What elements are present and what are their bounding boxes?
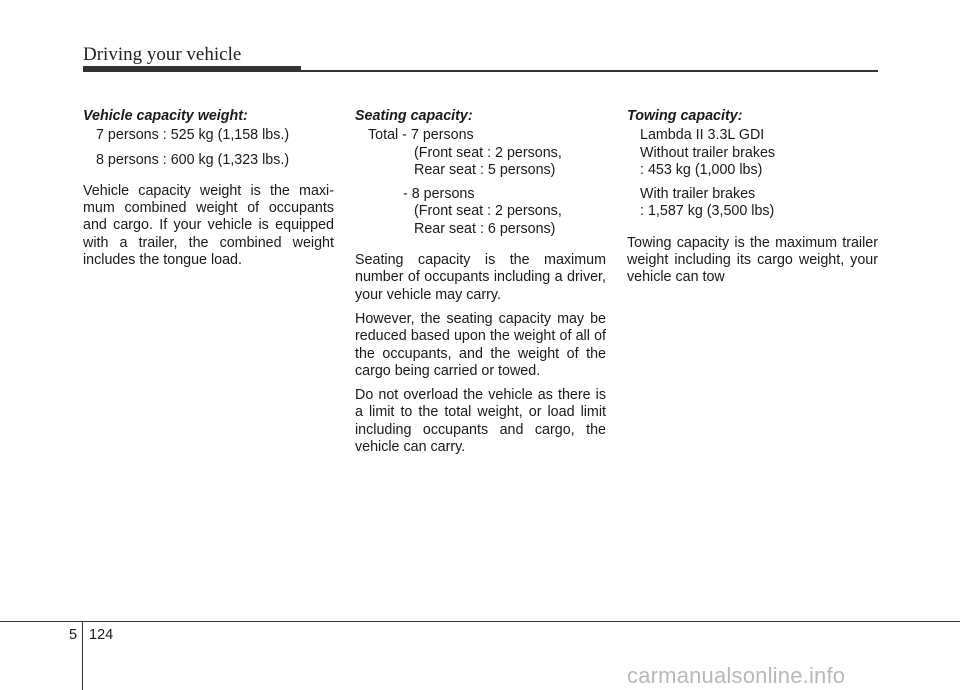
towing-without-brakes-label: Without trailer brakes — [640, 144, 776, 161]
seating-paragraph-1: Seating capacity is the maximum number of occupants including a driver, your vehicle may carry. — [355, 252, 606, 303]
header-rule-thick — [83, 66, 301, 72]
seating-total-rear: Rear seat : 5 persons) — [414, 161, 556, 178]
seating-capacity-heading: Seating capacity: — [355, 108, 473, 124]
watermark-text: carmanualsonline.info — [627, 663, 846, 688]
towing-capacity-heading: Towing capacity: — [627, 108, 743, 124]
seating-dash-line: - 8 persons — [403, 186, 475, 203]
column-vehicle-capacity — [83, 108, 334, 276]
seating-total-front: (Front seat : 2 persons, — [414, 144, 562, 161]
chapter-number: 5 — [69, 627, 78, 643]
page-header-title: Driving your vehicle — [83, 44, 242, 65]
towing-with-brakes-label: With trailer brakes — [640, 186, 756, 203]
page-number: 124 — [89, 627, 114, 643]
towing-without-brakes-value: : 453 kg (1,000 lbs) — [640, 161, 763, 178]
seating-paragraph-2: However, the seating capacity may be reduced based upon the weight of all of the occupants, and the weight of the cargo being carried or towed. — [355, 310, 606, 379]
seating-total-line: Total - 7 persons — [368, 127, 474, 144]
column-towing-capacity — [627, 108, 878, 294]
capacity-8-persons: 8 persons : 600 kg (1,323 lbs.) — [96, 151, 290, 168]
column-seating-capacity — [355, 108, 606, 463]
vehicle-capacity-heading: Vehicle capacity weight: — [83, 108, 248, 124]
seating-dash-front: (Front seat : 2 persons, — [414, 203, 562, 220]
vehicle-capacity-paragraph: Vehicle capacity weight is the maxi- mum combined weight of occupants and cargo. If your vehicle is equipped with a trailer, the combined weight includes the tongue load. — [83, 182, 334, 269]
seating-dash-rear: Rear seat : 6 persons) — [414, 220, 556, 237]
header-rule-thin — [301, 70, 878, 72]
towing-paragraph: Towing capacity is the maximum trailer weight including its cargo weight, your vehicle can tow — [627, 234, 878, 286]
seating-paragraph-3: Do not overload the vehicle as there is a limit to the total weight, or load limit including occupants and cargo, the vehicle can carry. — [355, 387, 606, 456]
towing-engine: Lambda II 3.3L GDI — [640, 127, 765, 144]
capacity-7-persons: 7 persons : 525 kg (1,158 lbs.) — [96, 127, 290, 144]
footer-rule-vertical — [82, 621, 83, 690]
towing-with-brakes-value: : 1,587 kg (3,500 lbs) — [640, 203, 775, 220]
footer-rule-horizontal — [0, 621, 960, 622]
